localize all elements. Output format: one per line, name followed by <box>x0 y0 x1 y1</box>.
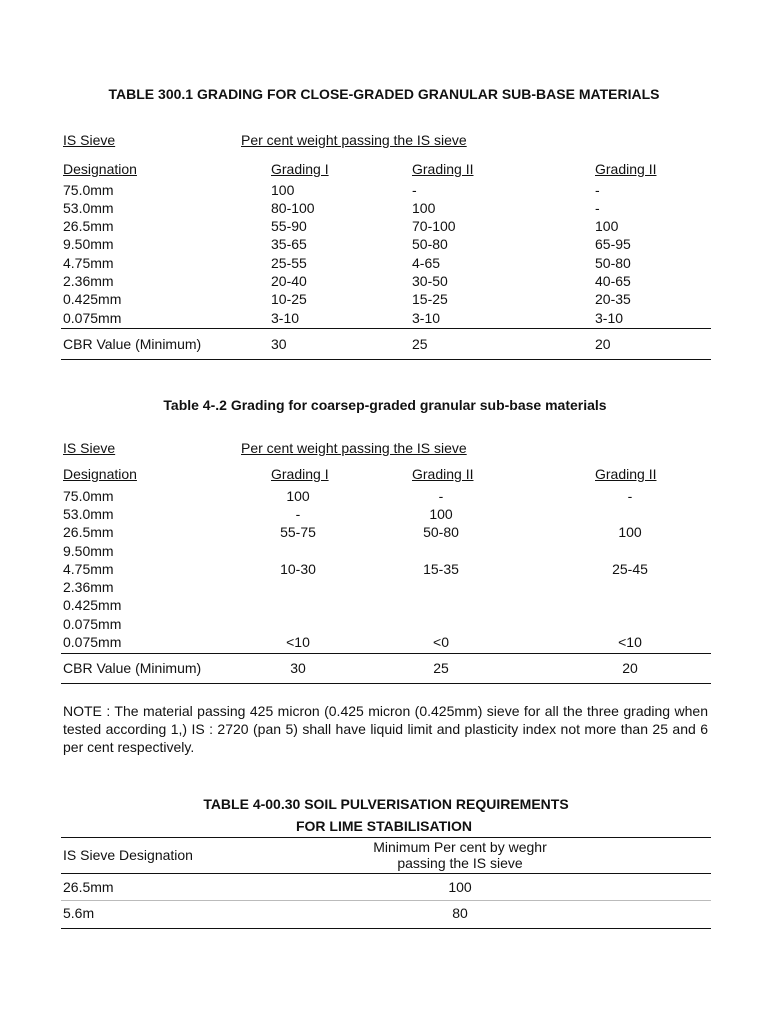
grading2-cell: 15-35 <box>423 561 459 577</box>
table2-passing-head: Per cent weight passing the IS sieve <box>241 440 467 456</box>
designation-cell: 9.50mm <box>63 543 114 559</box>
table2-rule-top <box>61 653 711 654</box>
grading3-cell: <10 <box>618 634 642 650</box>
cbr-grading1: 30 <box>290 660 306 676</box>
table-row <box>0 199 768 217</box>
table2-title: Table 4-.2 Grading for coarsep-graded granular sub-base materials <box>163 397 607 413</box>
table1-rule-top <box>61 328 711 329</box>
designation-cell: 26.5mm <box>63 524 114 540</box>
cbr-label: CBR Value (Minimum) <box>63 336 202 352</box>
grading2-cell: - <box>438 488 444 504</box>
grading1-cell: 100 <box>286 488 310 504</box>
grading2-cell: 15-25 <box>412 291 448 307</box>
table3-col2-head-line1: Minimum Per cent by weghr <box>373 839 547 855</box>
grading1-cell: 55-90 <box>271 218 307 234</box>
grading1-cell: 55-75 <box>280 524 316 540</box>
grading3-cell: - <box>627 488 633 504</box>
value-cell: 80 <box>452 905 468 921</box>
table2-grading2-head: Grading II <box>412 466 474 482</box>
table-row <box>0 542 768 560</box>
table2-designation-head: Designation <box>63 466 137 482</box>
table1-grading2-head: Grading II <box>412 161 474 177</box>
grading3-cell: 40-65 <box>595 273 631 289</box>
grading1-cell: 10-30 <box>280 561 316 577</box>
table-row <box>0 254 768 272</box>
cbr-grading3: 20 <box>622 660 638 676</box>
table1-title: TABLE 300.1 GRADING FOR CLOSE-GRADED GRANULAR SUB-BASE MATERIALS <box>108 86 660 102</box>
table1-designation-head: Designation <box>63 161 137 177</box>
cbr-grading2: 25 <box>412 336 428 352</box>
grading1-cell: 10-25 <box>271 291 307 307</box>
table3-rule-mid <box>61 900 711 901</box>
table3-title-line1: TABLE 4-00.30 SOIL PULVERISATION REQUIREMENTS <box>203 796 569 812</box>
table2-cbr-row <box>0 659 768 677</box>
designation-cell: 0.075mm <box>63 310 122 326</box>
grading3-cell: 3-10 <box>595 310 624 326</box>
grading1-cell: - <box>295 506 301 522</box>
table-row <box>0 290 768 308</box>
table2-grading1-head: Grading I <box>271 466 329 482</box>
table1-grading3-head: Grading II <box>595 161 657 177</box>
grading1-cell: 35-65 <box>271 236 307 252</box>
grading3-cell: 20-35 <box>595 291 631 307</box>
designation-cell: 0.075mm <box>63 634 122 650</box>
grading3-cell: - <box>595 182 600 198</box>
table-row <box>0 505 768 523</box>
table2-rule-bottom <box>61 683 711 684</box>
grading2-cell: 100 <box>412 200 436 216</box>
grading2-cell: 50-80 <box>412 236 448 252</box>
table-row <box>0 560 768 578</box>
table3-rule-top <box>61 837 711 838</box>
table-row <box>0 878 768 896</box>
designation-cell: 75.0mm <box>63 182 114 198</box>
grading2-cell: 3-10 <box>412 310 441 326</box>
grading2-cell: - <box>412 182 417 198</box>
grading1-cell: 80-100 <box>271 200 315 216</box>
designation-cell: 5.6m <box>63 905 95 921</box>
table1-passing-head: Per cent weight passing the IS sieve <box>241 132 467 148</box>
table-row <box>0 487 768 505</box>
cbr-grading1: 30 <box>271 336 287 352</box>
grading3-cell: 65-95 <box>595 236 631 252</box>
designation-cell: 9.50mm <box>63 236 114 252</box>
table-row <box>0 309 768 327</box>
table3-col2-head-line2: passing the IS sieve <box>397 855 523 871</box>
grading2-cell: 100 <box>429 506 453 522</box>
table-row <box>0 615 768 633</box>
table1-grading1-head: Grading I <box>271 161 329 177</box>
grading1-cell: 25-55 <box>271 255 307 271</box>
table-row <box>0 235 768 253</box>
grading3-cell: 100 <box>618 524 642 540</box>
table1-sieve-head: IS Sieve <box>63 132 116 148</box>
designation-cell: 26.5mm <box>63 879 114 895</box>
table3-col1-head: IS Sieve Designation <box>63 847 193 863</box>
table1-rule-bottom <box>61 359 711 360</box>
table2-grading3-head: Grading II <box>595 466 657 482</box>
designation-cell: 4.75mm <box>63 255 114 271</box>
value-cell: 100 <box>448 879 472 895</box>
table-row <box>0 272 768 290</box>
grading1-cell: 100 <box>271 182 295 198</box>
table-row <box>0 578 768 596</box>
table-row <box>0 633 768 651</box>
designation-cell: 53.0mm <box>63 506 114 522</box>
grading3-cell: 100 <box>595 218 619 234</box>
designation-cell: 2.36mm <box>63 579 114 595</box>
table1-cbr-row <box>0 335 768 353</box>
grading2-cell: 70-100 <box>412 218 456 234</box>
cbr-grading3: 20 <box>595 336 611 352</box>
grading1-cell: 3-10 <box>271 310 300 326</box>
table-row <box>0 523 768 541</box>
designation-cell: 0.425mm <box>63 597 122 613</box>
grading2-cell: <0 <box>433 634 449 650</box>
grading2-cell: 50-80 <box>423 524 459 540</box>
designation-cell: 53.0mm <box>63 200 114 216</box>
table-row <box>0 596 768 614</box>
table-row <box>0 181 768 199</box>
table3-rule-bottom <box>61 928 711 929</box>
grading2-cell: 4-65 <box>412 255 441 271</box>
table3-rule-head <box>61 873 711 874</box>
table-row <box>0 217 768 235</box>
grading3-cell: 25-45 <box>612 561 648 577</box>
designation-cell: 26.5mm <box>63 218 114 234</box>
table-row <box>0 904 768 922</box>
table3-title-line2: FOR LIME STABILISATION <box>295 818 473 834</box>
designation-cell: 0.075mm <box>63 616 122 632</box>
grading2-cell: 30-50 <box>412 273 448 289</box>
designation-cell: 0.425mm <box>63 291 122 307</box>
grading1-cell: <10 <box>286 634 310 650</box>
designation-cell: 75.0mm <box>63 488 114 504</box>
grading3-cell: - <box>595 200 600 216</box>
note-paragraph: NOTE : The material passing 425 micron (0.425 micron (0.425mm) sieve for all the three grading when tested according 1,) IS : 2720 (pan 5) shall have liquid limit and plasticity index not more than 25 and 6 per cent respectively. <box>63 703 708 755</box>
designation-cell: 4.75mm <box>63 561 114 577</box>
designation-cell: 2.36mm <box>63 273 114 289</box>
table2-sieve-head: IS Sieve <box>63 440 116 456</box>
grading3-cell: 50-80 <box>595 255 631 271</box>
grading1-cell: 20-40 <box>271 273 307 289</box>
cbr-label: CBR Value (Minimum) <box>63 660 202 676</box>
cbr-grading2: 25 <box>433 660 449 676</box>
